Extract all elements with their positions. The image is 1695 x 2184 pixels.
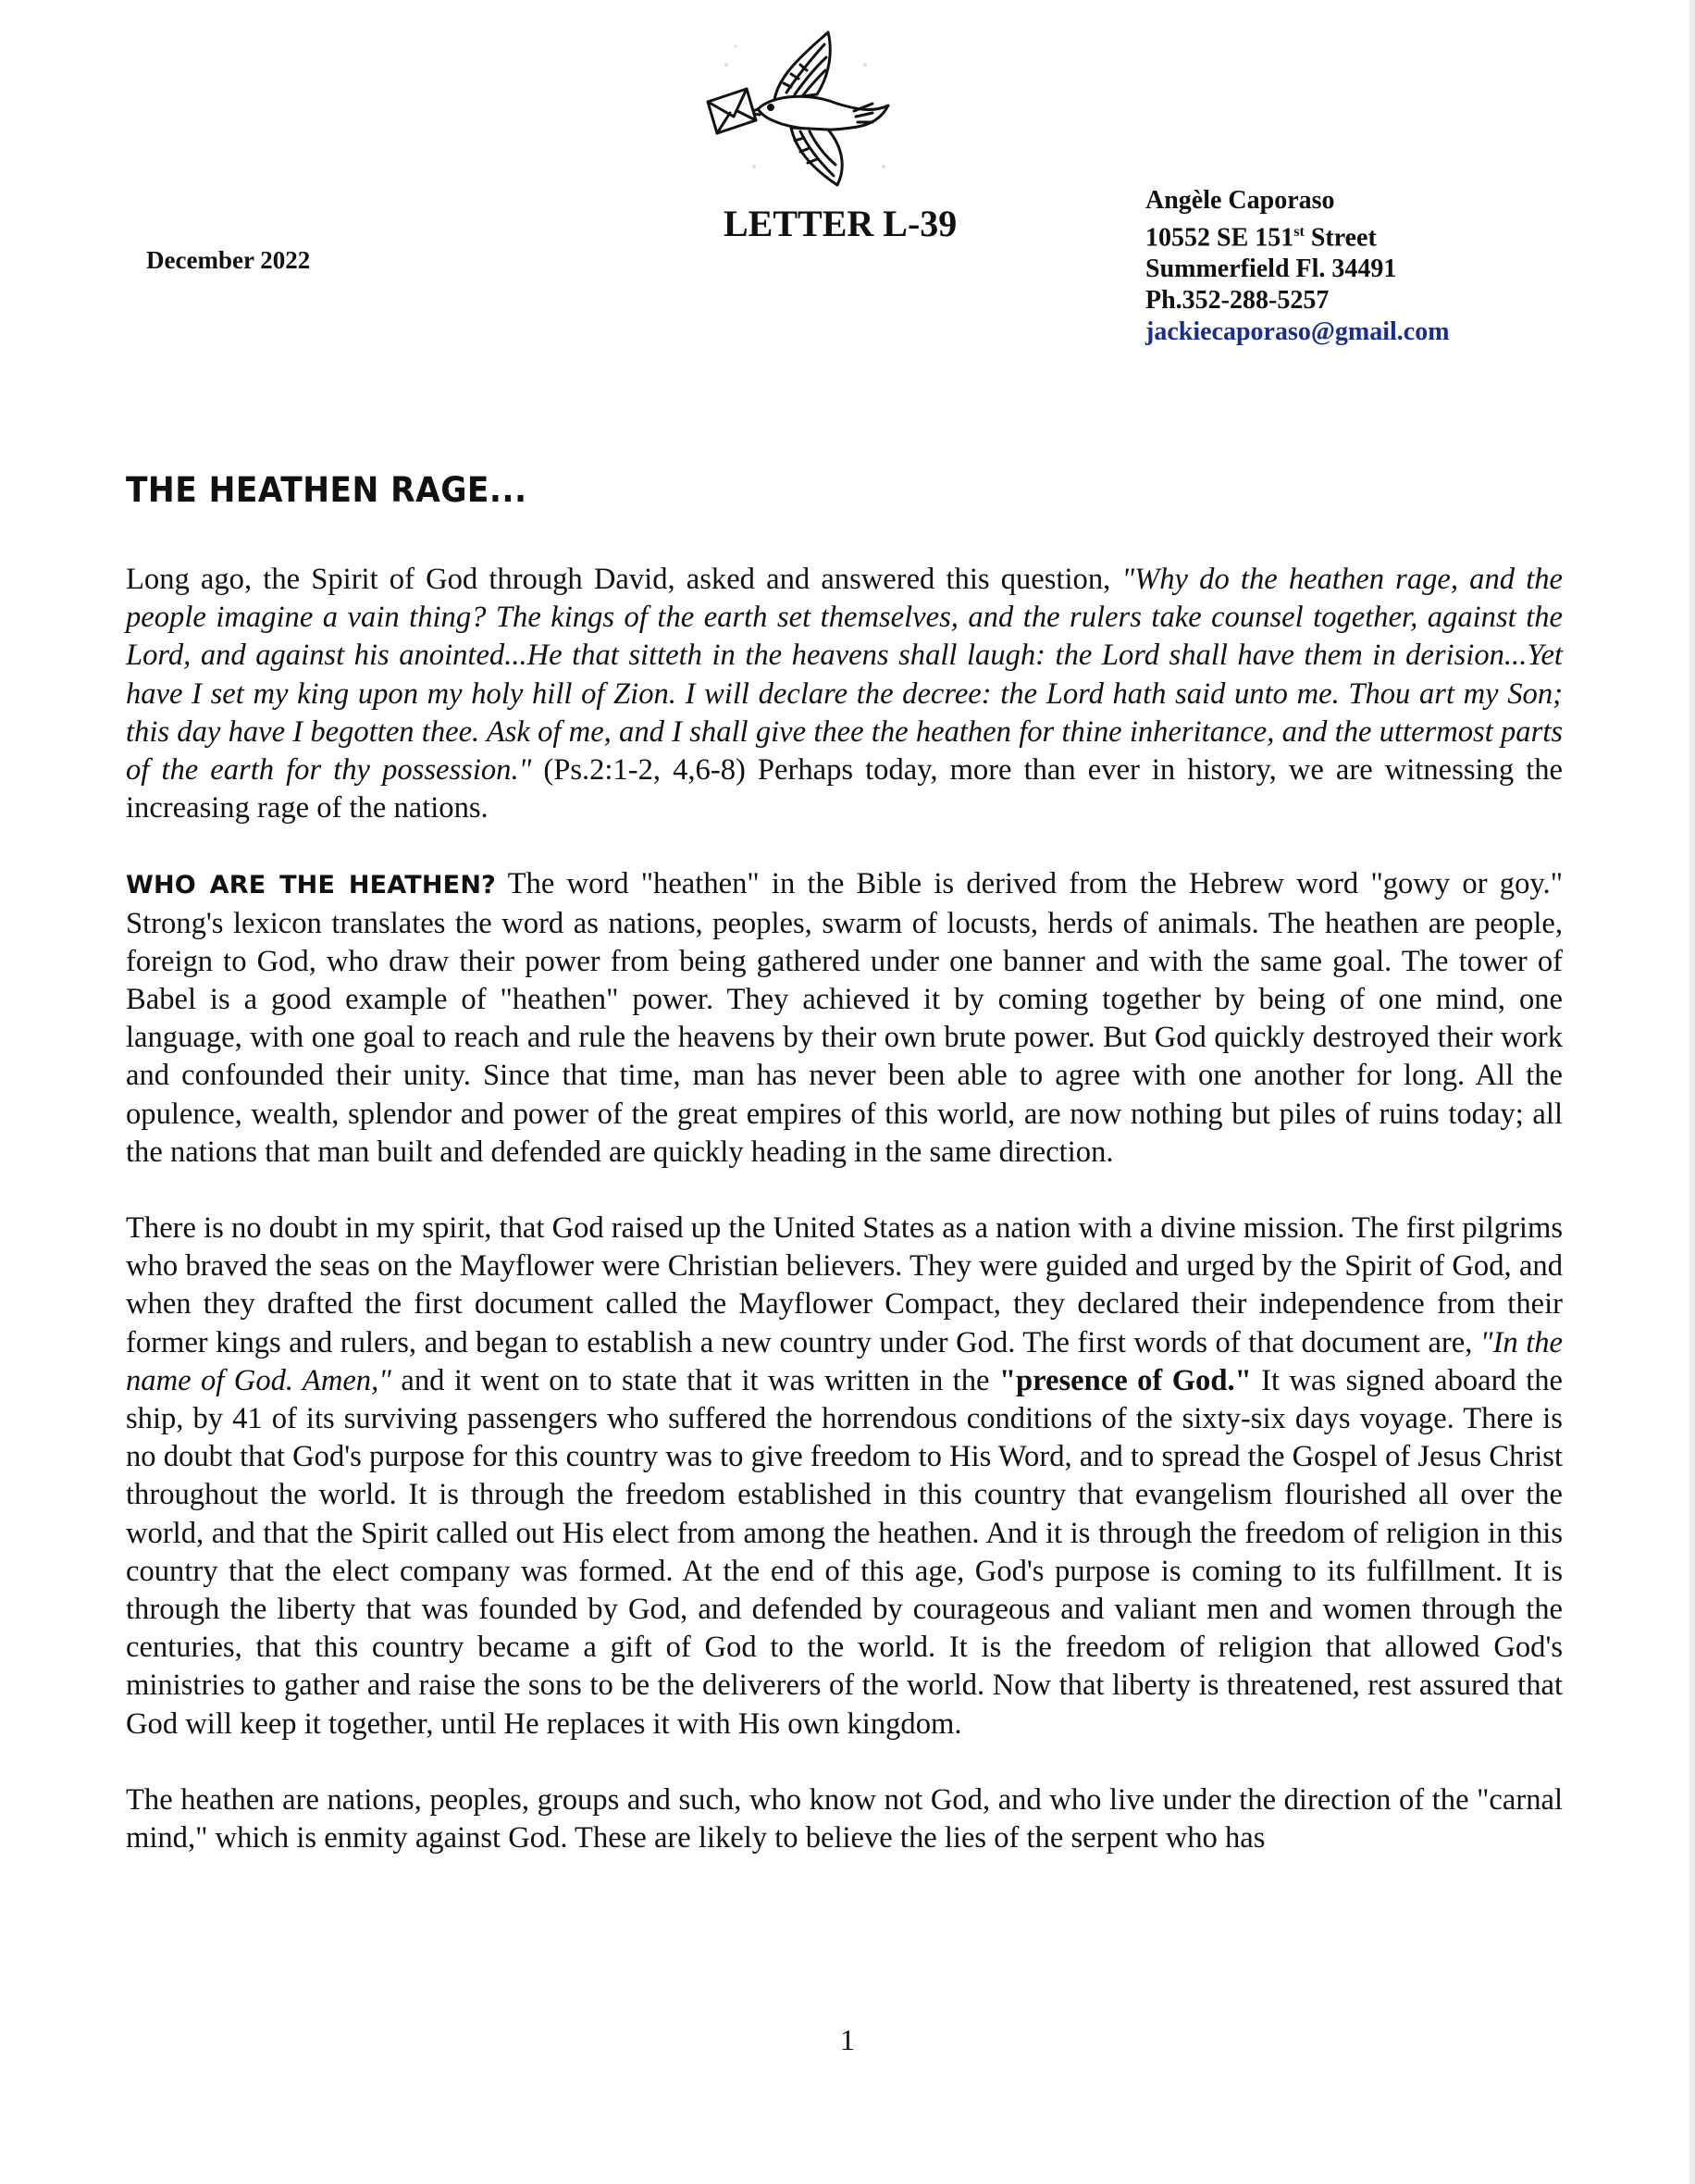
- p1-reference: (Ps.2:1-2, 4,6-8) Perhaps today, more than ever in history, we are witnessing the increasing rage of the nations.: [126, 753, 1563, 825]
- p3-text-c: It was signed aboard the ship, by 41 of its surviving passengers who suffered the horrendous conditions of the sixty-six days voyage. There is no doubt that God's purpose for this country was to give freedom to His Word, and to spread the Gospel of Jesus Christ throughout the world. It is through the freedom established in this country that evangelism flourished all over the world, and that the Spirit called out His elect from among the heathen. And it is through the freedom of religion in this country that the elect company was formed. At the end of this age, God's purpose is coming to its fulfillment. It is through the liberty that was founded by God, and defended by courageous and valiant men and women through the centuries, that this country became a gift of God to the world. It is the freedom of religion that allowed God's ministries to gather and raise the sons to be the deliverers of the world. Now that liberty is threatened, rest assured that God will keep it together, until He replaces it with His own kingdom.: [126, 1363, 1564, 1741]
- letter-number: LETTER L-39: [724, 203, 958, 244]
- street-name: Street: [1304, 223, 1377, 253]
- paragraph-3: [126, 1210, 1563, 1743]
- p1-intro: Long ago, the Spirit of God through David, asked and answered this question,: [126, 563, 1122, 596]
- letter-body: [126, 561, 1563, 1895]
- paragraph-4: The heathen are nations, peoples, groups and such, who know not God, and who live under the direction of the "carnal mind," which is enmity against God. These are likely to believe the lies of the serpent who has: [126, 1782, 1563, 1855]
- street-line: [1145, 217, 1450, 254]
- page-number: 1: [840, 2023, 855, 2056]
- phone-line: Ph.352-288-5257: [1145, 286, 1330, 316]
- dove-with-letter-icon: [699, 28, 902, 194]
- p3-text-a: There is no doubt in my spirit, that God raised up the United States as a nation with a divine mission. The first pilgrims who braved the seas on the Mayflower were Christian believers. They were guided and urged by the Spirit of God, and when they drafted the first document called the Mayflower Compact, they declared their independence from their former kings and rulers, and began to establish a new country under God. The first words of that document are,: [126, 1211, 1563, 1359]
- email-link[interactable]: jackiecaporaso@gmail.com: [1145, 317, 1450, 347]
- article-title: THE HEATHEN RAGE...: [126, 470, 527, 510]
- letter-date: December 2022: [146, 246, 311, 274]
- city-line: Summerfield Fl. 34491: [1145, 254, 1397, 284]
- paragraph-2: [126, 865, 1563, 1172]
- p2-text: The word "heathen" in the Bible is derived from the Hebrew word "gowy or goy." Strong's lexicon translates the word as nations, peoples, swarm of locusts, herds of animals. The heathen are people, foreign to God, who draw their power from being gathered under one banner and with the same goal. The tower of Babel is a good example of "heathen" power. They achieved it by coming together by being of one mind, one language, with one goal to reach and rule the heavens by their own brute power. But God quickly destroyed their work and confounded their unity. Since that time, man has never been able to agree with one another for long. All the opulence, wealth, splendor and power of the great empires of this world, are now nothing but piles of ruins today; all the nations that man built and defended are quickly heading in the same direction.: [126, 867, 1563, 1169]
- paragraph-1: [126, 561, 1563, 827]
- page-edge: [1689, 0, 1695, 2184]
- street-number: 10552 SE 151: [1145, 223, 1294, 253]
- sender-address: [1145, 185, 1450, 348]
- author-name: Angèle Caporaso: [1145, 186, 1335, 215]
- compact-quote: "In the name of God. Amen,": [126, 1325, 1564, 1397]
- street-ordinal: st: [1293, 224, 1305, 240]
- p3-text-b: and it went on to state that it was written in the: [390, 1363, 999, 1397]
- section-heading: WHO ARE THE HEATHEN?: [126, 871, 496, 900]
- psalm-quote: "Why do the heathen rage, and the people imagine a vain thing? The kings of the earth set themselves, and the rulers take counsel together, against the Lord, and against his anointed...He that sitteth in the heavens shall laugh: the Lord shall have them in derision...Yet have I set my king upon my holy hill of Zion. I will declare the decree: the Lord hath said unto me. Thou art my Son; this day have I begotten thee. Ask of me, and I shall give thee the heathen for thine inheritance, and the uttermost parts of the earth for thy possession.": [126, 563, 1563, 788]
- p3-bold-phrase: "presence of God.": [998, 1363, 1252, 1397]
